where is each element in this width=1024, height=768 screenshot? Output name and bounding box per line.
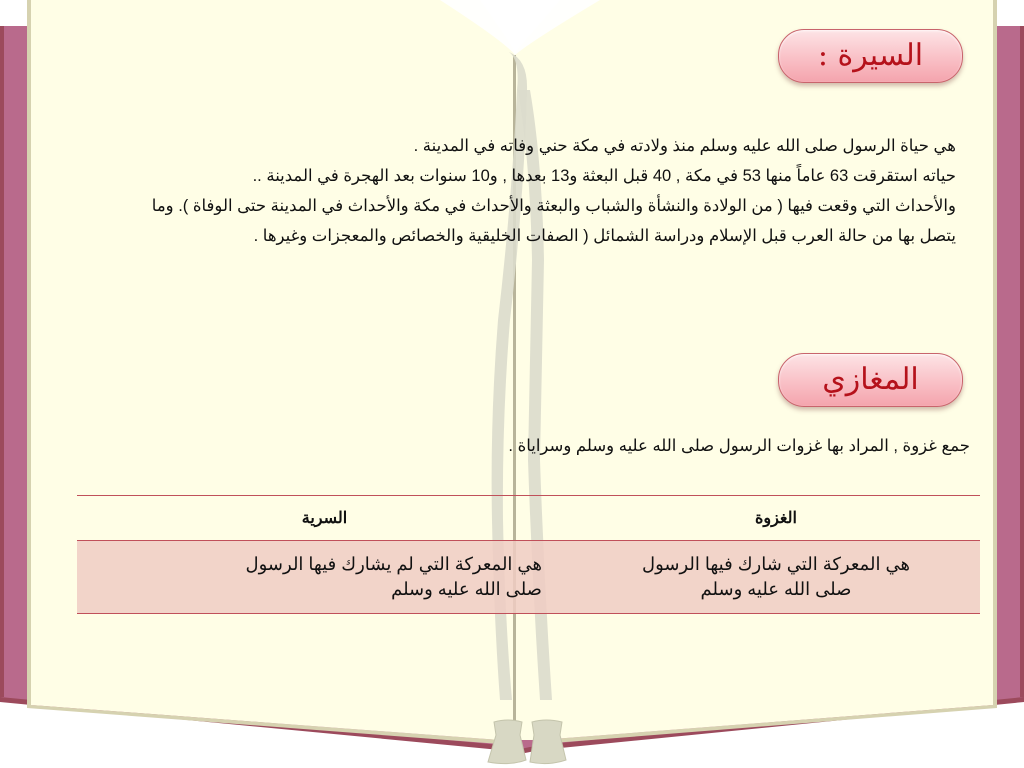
sira-line-3: والأحداث التي وقعت فيها ( من الولادة والنشأة والشباب والبعثة والأحداث في مكة والأحداث في المدينة حتى الوفاة ). وما يتصل بها من حالة العرب قبل الإسلام ودراسة الشمائل ( الصفات الخليقية والخصائص والمعجزات وغيرها . bbox=[151, 197, 956, 245]
cell-sariyya-definition bbox=[77, 541, 572, 614]
cell-ghazwa-definition bbox=[572, 541, 980, 614]
cell-line: صلى الله عليه وسلم bbox=[391, 579, 542, 599]
maghazi-heading-badge bbox=[778, 353, 963, 407]
table-row bbox=[77, 541, 980, 614]
maghazi-definition: جمع غزوة , المراد بها غزوات الرسول صلى الله عليه وسلم وسراياة . bbox=[508, 437, 970, 455]
table-header-row bbox=[77, 496, 980, 541]
maghazi-heading: المغازي bbox=[822, 362, 919, 397]
sira-paragraph bbox=[146, 131, 956, 251]
ghazwa-sariyya-table bbox=[77, 495, 980, 614]
header-ghazwa: الغزوة bbox=[572, 496, 980, 541]
cell-line: صلى الله عليه وسلم bbox=[700, 579, 852, 599]
sira-line-1: هي حياة الرسول صلى الله عليه وسلم منذ ولادته في مكة حني وفاته في المدينة . bbox=[413, 137, 956, 155]
cell-line: هي المعركة التي لم يشارك فيها الرسول bbox=[245, 554, 542, 574]
sira-heading: السيرة : bbox=[817, 38, 924, 73]
cell-line: هي المعركة التي شارك فيها الرسول bbox=[642, 554, 910, 574]
sira-line-2: حياته استقرقت 63 عاماً منها 53 في مكة , 40 قبل البعثة و13 بعدها , و10 سنوات بعد الهجرة في المدينة .. bbox=[252, 167, 956, 185]
sira-heading-badge bbox=[778, 29, 963, 83]
header-sariyya: السرية bbox=[77, 496, 572, 541]
